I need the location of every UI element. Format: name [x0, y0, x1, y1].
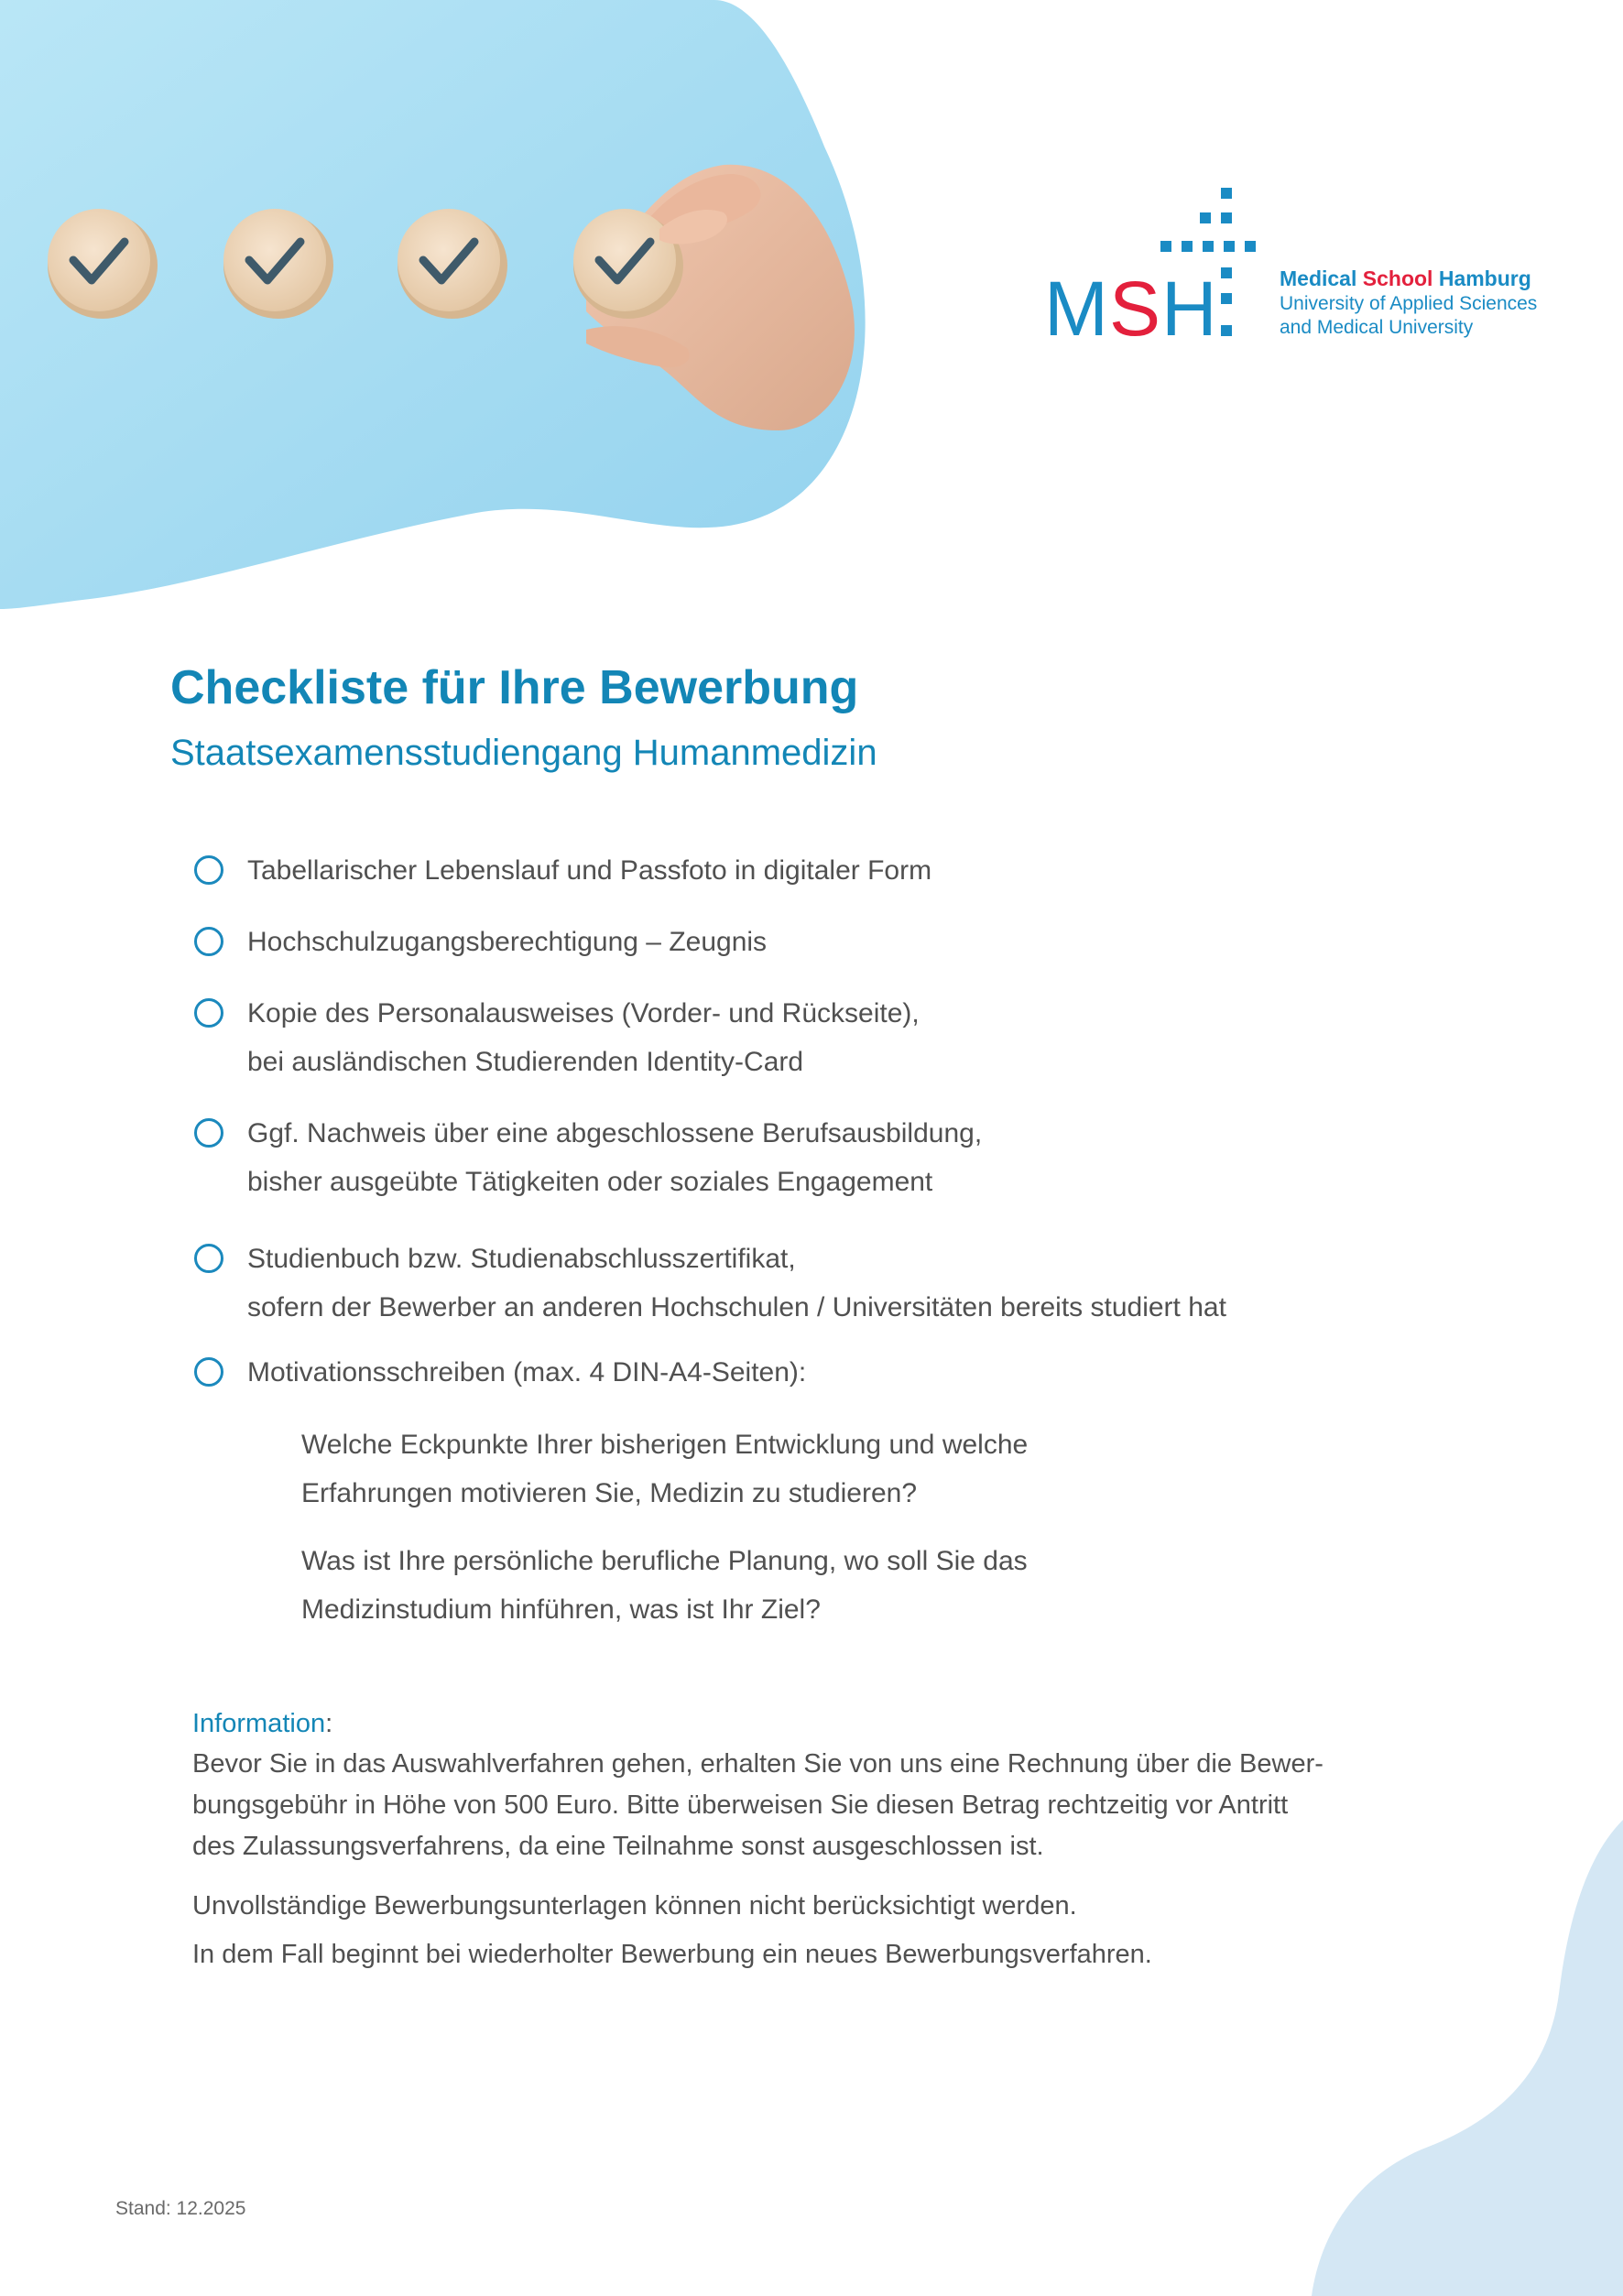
corner-decoration: [1312, 1820, 1623, 2296]
checkbox-circle-icon[interactable]: [194, 927, 223, 956]
checklist-item-text: Studienbuch bzw. Studienabschlusszertifikat,: [247, 1244, 796, 1274]
information-section: [192, 1703, 1475, 1979]
checklist-item: [192, 989, 1475, 1086]
checklist-item-text: Motivationsschreiben (max. 4 DIN-A4-Seiten):: [247, 1357, 807, 1387]
information-text: des Zulassungsverfahrens, da eine Teilnahme sonst ausgeschlossen ist.: [192, 1832, 1044, 1861]
checklist-item-text: Kopie des Personalausweises (Vorder- und Rückseite),: [247, 998, 920, 1028]
footer-stand-date: Stand: 12.2025: [115, 2198, 246, 2219]
checklist-item: [192, 1348, 1475, 1634]
hero-image: [0, 0, 916, 623]
page-subtitle: Staatsexamensstudiengang Humanmedizin: [170, 733, 877, 773]
msh-logo: [1044, 179, 1557, 353]
page-title: Checkliste für Ihre Bewerbung: [170, 661, 859, 714]
question-text: Welche Eckpunkte Ihrer bisherigen Entwicklung und welche: [301, 1430, 1029, 1460]
logo-text: Medical School Hamburg University of Applied Sciences and Medical University: [1280, 267, 1538, 338]
checklist-item-text: Tabellarischer Lebenslauf und Passfoto in digitaler Form: [247, 855, 932, 886]
checkbox-circle-icon[interactable]: [194, 1118, 223, 1148]
motivation-question: [301, 1420, 1475, 1518]
checklist-item-text: Ggf. Nachweis über eine abgeschlossene Berufsausbildung,: [247, 1118, 983, 1148]
checkbox-circle-icon[interactable]: [194, 1357, 223, 1387]
checklist-item-text: Hochschulzugangsberechtigung – Zeugnis: [247, 927, 768, 957]
question-text: Erfahrungen motivieren Sie, Medizin zu studieren?: [301, 1478, 918, 1508]
note-text: In dem Fall beginnt bei wiederholter Bewerbung ein neues Bewerbungsverfahren.: [192, 1940, 1152, 1969]
information-paragraph: [192, 1744, 1475, 1867]
question-text: Medizinstudium hinführen, was ist Ihr Ziel?: [301, 1594, 821, 1625]
checklist-item: [192, 1235, 1475, 1332]
checklist-item-text: sofern der Bewerber an anderen Hochschulen / Universitäten bereits studiert hat: [247, 1292, 1226, 1322]
information-label: Information:: [192, 1709, 333, 1738]
motivation-question: [301, 1537, 1475, 1634]
logo-wordmark: MSH: [1044, 266, 1218, 352]
note-text: Unvollständige Bewerbungsunterlagen können nicht berücksichtigt werden.: [192, 1891, 1077, 1921]
information-text: bungsgebühr in Höhe von 500 Euro. Bitte überweisen Sie diesen Betrag rechtzeitig vor Antritt: [192, 1790, 1289, 1820]
checklist: [192, 846, 1475, 1634]
question-text: Was ist Ihre persönliche berufliche Planung, wo soll Sie das: [301, 1546, 1028, 1576]
checkbox-circle-icon[interactable]: [194, 855, 223, 885]
checklist-item-text: bei ausländischen Studierenden Identity-Card: [247, 1047, 804, 1077]
checkbox-circle-icon[interactable]: [194, 1244, 223, 1273]
checklist-item: [192, 918, 1475, 966]
information-note: [192, 1882, 1475, 1979]
checklist-item: [192, 1109, 1475, 1206]
checklist-item-text: bisher ausgeübte Tätigkeiten oder soziales Engagement: [247, 1167, 933, 1197]
checkbox-circle-icon[interactable]: [194, 998, 223, 1028]
checklist-item: [192, 846, 1475, 895]
information-text: Bevor Sie in das Auswahlverfahren gehen, erhalten Sie von uns eine Rechnung über die Bewer-: [192, 1749, 1323, 1779]
